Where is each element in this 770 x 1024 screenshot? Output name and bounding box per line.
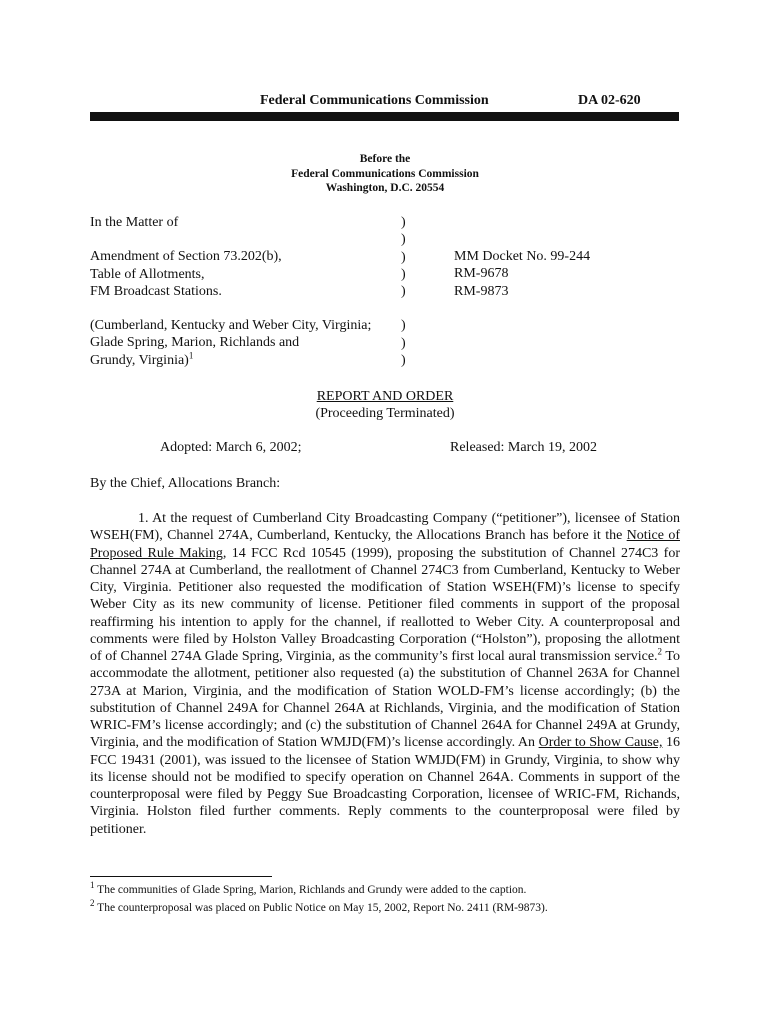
caption-matter: In the Matter of (90, 215, 179, 230)
before-line-3: Washington, D.C. 20554 (325, 182, 445, 194)
caption-amend-1: Amendment of Section 73.202(b), (90, 249, 282, 265)
footnote-ref-1: 1 (188, 350, 194, 361)
footnote-ref-2: 2 (657, 646, 663, 657)
footnote-1: $^1$ The communities of Glade Spring, Marion, Richlands and Grundy were added to the caption. (90, 880, 527, 896)
before-line-1: Before the (359, 153, 411, 165)
header-doc-number: DA 02-620 (578, 93, 641, 108)
caption-loc-2: Glade Spring, Marion, Richlands and (90, 335, 300, 351)
header-title: Federal Communications Commission (260, 93, 489, 108)
adopted-date: Adopted: March 6, 2002; (160, 440, 302, 455)
caption-amend-2: Table of Allotments, (90, 266, 205, 282)
caption-amend-3: FM Broadcast Stations. (90, 283, 222, 299)
paragraph-1: 1. At the request of Cumberland City Broadcasting Company (“petitioner”), licensee of Station WSEH(FM), Channel 274A, Cumberland, Kentucky, the Allocations Branch has before it the Notice of Proposed Rule Making, 14 FCC Rcd 10545 (1999), proposing the substitution of Channel 274C3 for Channel 274A at Cumberland, the reallotment of Channel 274C3 from Cumberland, Kentucky to Weber City, Virginia. Petitioner also requested the modification of Station WSEH(FM)’s license to specify Weber City as its new community of license. Petitioner filed comments in support of the proposal reaffirming his intention to apply for the channel, if reallotted to Weber City. A counterproposal and comments were filed by Holston Valley Broadcasting Corporation (“Holston”), proposing the allotment of of Channel 274A Glade Spring, Virginia, as the community’s first local aural transmission service.$^2$ To accommodate the allotment, petitioner also requested (a) the substitution of Channel 263A for Channel 273A at Marion, Virginia, and the modification of Station WOLD-FM’s license accordingly; (b) the substitution of Channel 249A for Channel 264A at Richlands, Virginia, and the modification of Station WRIC-FM’s license accordingly; and (c) the substitution of Channel 264A for Channel 249A at Grundy, Virginia, and the modification of Station WMJD(FM)’s license accordingly. An Order to Show Cause, 16 FCC 19431 (2001), was issued to the licensee of Station WMJD(FM) in Grundy, Virginia, to show why its license should not be modified to specify operation on Channel 264A. Comments in support of the counterproposal were filed by Peggy Sue Broadcasting Corporation, licensee of WRIC-FM, Richands, Virginia. Holston filed further comments. Reply comments to the counterproposal were filed by petitioner. (90, 511, 681, 837)
before-line-2: Federal Communications Commission (291, 167, 479, 180)
docket-number: MM Docket No. 99-244 (454, 249, 591, 264)
caption-parens: ) ) ) ) ) ) ) ) (401, 215, 406, 369)
released-date: Released: March 19, 2002 (450, 440, 597, 455)
nprm-citation: Notice of Proposed Rule Making (90, 528, 680, 561)
osc-citation: Order to Show Cause, (538, 735, 663, 751)
caption-loc-1: (Cumberland, Kentucky and Weber City, Virginia; (90, 318, 372, 334)
header-rule (90, 112, 679, 121)
caption-left (90, 214, 400, 369)
by-line: By the Chief, Allocations Branch: (90, 476, 281, 491)
rm-number-2: RM-9873 (454, 283, 509, 299)
rm-number-1: RM-9678 (454, 266, 509, 282)
caption-loc-3: Grundy, Virginia)$^1$ (90, 350, 194, 368)
page-header (0, 93, 770, 113)
footnote-rule (90, 876, 272, 877)
before-block (0, 152, 770, 196)
report-subtitle: (Proceeding Terminated) (315, 406, 455, 421)
report-title: REPORT AND ORDER (316, 389, 454, 404)
footnote-2: $^2$ The counterproposal was placed on Public Notice on May 15, 2002, Report No. 2411 (RM-9873). (90, 898, 548, 914)
caption-right (454, 214, 694, 300)
